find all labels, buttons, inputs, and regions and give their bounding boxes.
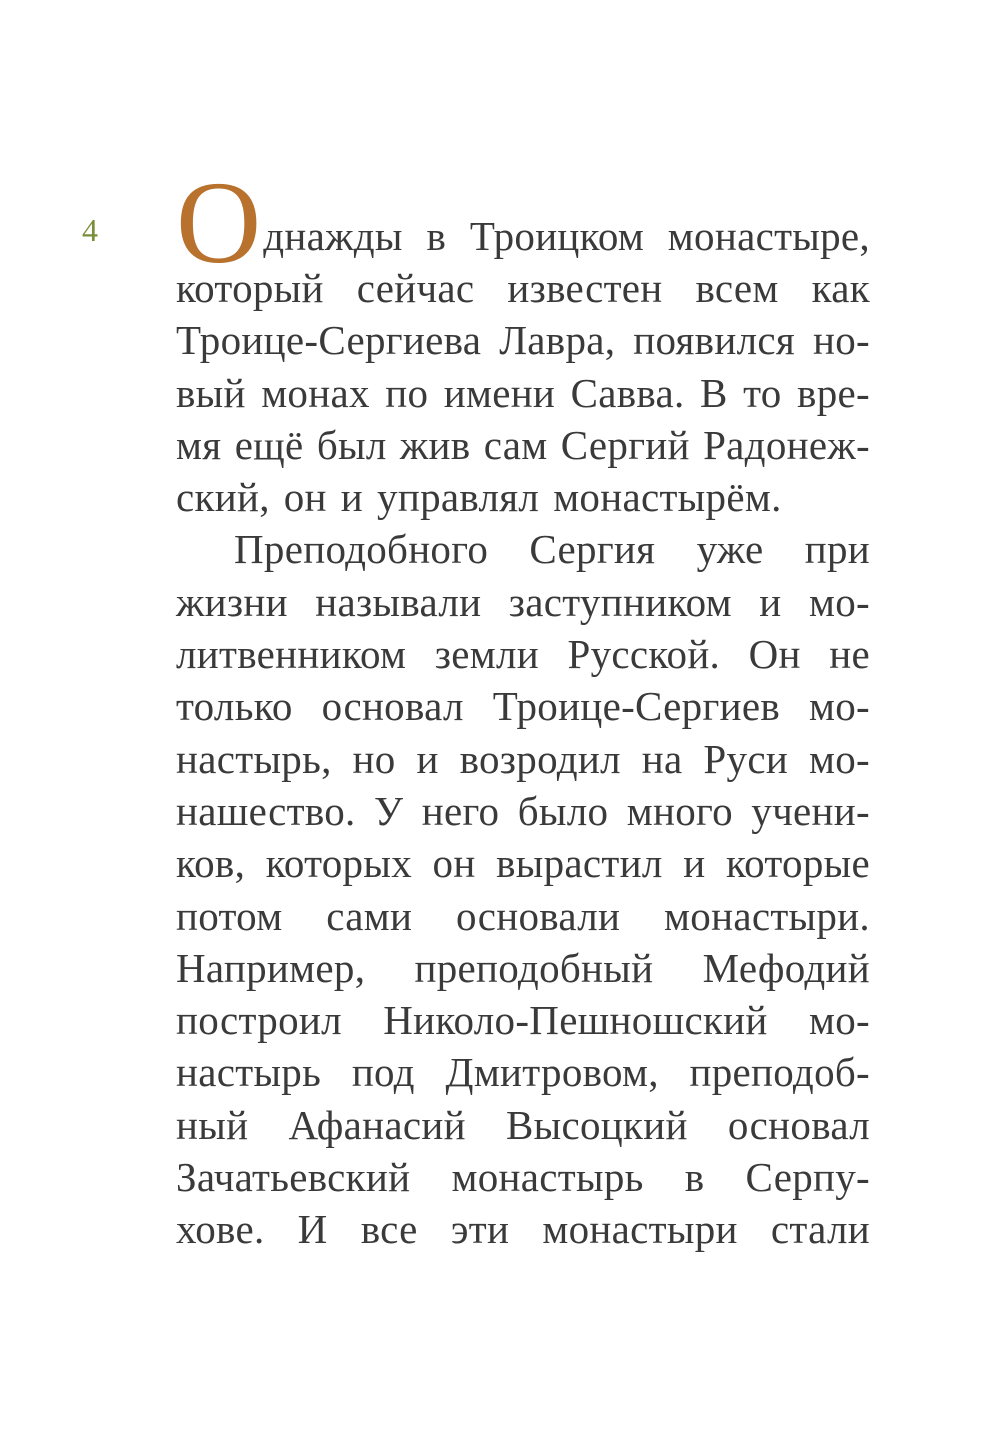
word: только bbox=[176, 683, 293, 730]
word: монастыре, bbox=[667, 213, 870, 259]
word: У bbox=[373, 787, 404, 834]
word: Савва. bbox=[570, 369, 685, 416]
word: основал bbox=[727, 1101, 870, 1148]
word: днажды bbox=[263, 213, 403, 259]
text-line bbox=[176, 1151, 870, 1203]
word: литвенником bbox=[176, 631, 407, 678]
text-line bbox=[176, 942, 870, 994]
word: нашество. bbox=[176, 787, 356, 834]
word: называли bbox=[315, 578, 482, 625]
word: него bbox=[421, 787, 500, 834]
word: мо- bbox=[808, 578, 870, 625]
word: основали bbox=[455, 892, 621, 939]
word: уже bbox=[696, 526, 764, 573]
word: ный bbox=[176, 1101, 249, 1148]
text-lines bbox=[176, 262, 870, 1256]
text-line bbox=[176, 367, 870, 419]
word: как bbox=[811, 265, 870, 311]
word: ков, bbox=[176, 840, 246, 887]
word: появился bbox=[633, 317, 796, 364]
word: основал bbox=[321, 683, 464, 730]
word: управлял bbox=[377, 474, 540, 521]
word: Лавра, bbox=[499, 317, 616, 364]
word: мо- bbox=[809, 997, 870, 1044]
text-line bbox=[176, 680, 870, 732]
word: сами bbox=[326, 892, 413, 939]
word: сам bbox=[483, 421, 548, 468]
word: Сергия bbox=[529, 526, 656, 573]
word: монастырь bbox=[451, 1154, 644, 1201]
text-line bbox=[176, 837, 870, 889]
word: то bbox=[743, 369, 782, 416]
word: при bbox=[804, 526, 870, 573]
word: на bbox=[641, 735, 683, 782]
word: монастыри bbox=[542, 1206, 738, 1253]
text-line bbox=[176, 523, 870, 575]
word: по bbox=[385, 369, 429, 416]
text-line bbox=[176, 314, 870, 366]
word: и bbox=[683, 840, 706, 887]
word: известен bbox=[507, 265, 663, 311]
word: много bbox=[626, 787, 733, 834]
text-line bbox=[176, 1203, 870, 1255]
word: сейчас bbox=[356, 265, 475, 311]
text-line bbox=[176, 1099, 870, 1151]
page-number: 4 bbox=[82, 212, 98, 248]
word: Серпу- bbox=[745, 1154, 870, 1201]
word: ский, bbox=[176, 474, 270, 521]
word: потом bbox=[176, 892, 283, 939]
text-line bbox=[176, 262, 870, 314]
word: Высоцкий bbox=[506, 1101, 688, 1148]
word: не bbox=[829, 631, 870, 678]
word: учени- bbox=[751, 787, 870, 834]
text-line bbox=[176, 1046, 870, 1098]
word: настырь bbox=[176, 1049, 322, 1096]
word: но- bbox=[812, 317, 870, 364]
word: вый bbox=[176, 369, 246, 416]
word: Русской. bbox=[567, 631, 721, 678]
word: вре- bbox=[797, 369, 870, 416]
word: Троице-Сергиев bbox=[492, 683, 780, 730]
word: Троицком bbox=[469, 213, 645, 259]
word: под bbox=[351, 1049, 415, 1096]
word: Сергий bbox=[560, 421, 690, 468]
word: В bbox=[700, 369, 728, 416]
word: имени bbox=[443, 369, 556, 416]
word: монастыри. bbox=[664, 892, 870, 939]
word: Преподобного bbox=[234, 526, 489, 573]
word: был bbox=[316, 421, 387, 468]
word: преподобный bbox=[414, 944, 654, 991]
word: которые bbox=[725, 840, 870, 887]
text-line bbox=[176, 419, 870, 471]
word: ещё bbox=[234, 421, 304, 468]
text-line bbox=[176, 785, 870, 837]
word: монастырём. bbox=[553, 474, 782, 521]
word: который bbox=[176, 265, 324, 311]
word: мо- bbox=[808, 683, 870, 730]
word: мо- bbox=[808, 735, 870, 782]
word: Николо-Пешношский bbox=[383, 997, 768, 1044]
word: Он bbox=[748, 631, 801, 678]
text-line bbox=[176, 628, 870, 680]
word: и bbox=[759, 578, 782, 625]
word: стали bbox=[770, 1206, 870, 1253]
word: построил bbox=[176, 997, 342, 1044]
word: все bbox=[360, 1206, 418, 1253]
word: Дмитровом, bbox=[445, 1049, 659, 1096]
word: Руси bbox=[703, 735, 789, 782]
text-line bbox=[176, 890, 870, 942]
word: которых bbox=[265, 840, 413, 887]
text-line bbox=[176, 471, 870, 523]
word: заступником bbox=[508, 578, 732, 625]
text-line bbox=[176, 994, 870, 1046]
word: земли bbox=[434, 631, 539, 678]
word: и bbox=[340, 474, 364, 521]
word: вырастил bbox=[496, 840, 663, 887]
drop-cap: О bbox=[176, 157, 262, 288]
word: эти bbox=[450, 1206, 510, 1253]
word: жизни bbox=[176, 578, 288, 625]
word: и bbox=[416, 735, 439, 782]
word: Например, bbox=[176, 944, 366, 991]
word: Радонеж- bbox=[703, 421, 870, 468]
word: преподоб- bbox=[689, 1049, 870, 1096]
word: в bbox=[426, 213, 447, 259]
word: хове. bbox=[176, 1206, 265, 1253]
first-line-text bbox=[263, 210, 870, 262]
text-line bbox=[176, 733, 870, 785]
word: мя bbox=[176, 421, 222, 468]
word: возродил bbox=[459, 735, 621, 782]
word: настырь, bbox=[176, 735, 332, 782]
word: жив bbox=[399, 421, 471, 468]
word: всем bbox=[695, 265, 779, 311]
word: но bbox=[352, 735, 396, 782]
body-text bbox=[176, 157, 870, 1256]
word: он bbox=[432, 840, 476, 887]
word: в bbox=[684, 1154, 705, 1201]
word: Афанасий bbox=[288, 1101, 466, 1148]
word: он bbox=[283, 474, 327, 521]
word: было bbox=[517, 787, 609, 834]
word: Зачатьевский bbox=[176, 1154, 411, 1201]
word: Троице-Сергиева bbox=[176, 317, 482, 364]
word: монах bbox=[261, 369, 370, 416]
word: Мефодий bbox=[702, 944, 870, 991]
word: И bbox=[297, 1206, 328, 1253]
text-line bbox=[176, 576, 870, 628]
